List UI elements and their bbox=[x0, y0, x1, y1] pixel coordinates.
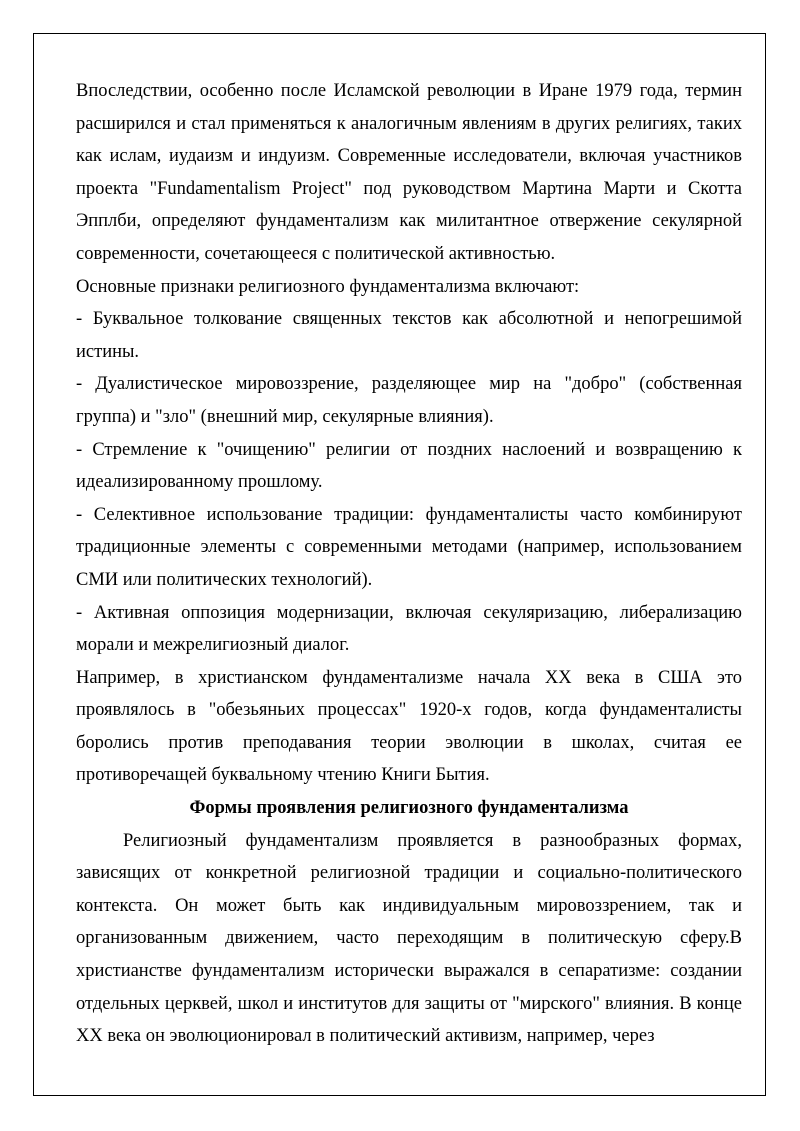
document-body bbox=[76, 75, 742, 1053]
paragraph-features-lead: Основные признаки религиозного фундаментализма включают: bbox=[76, 276, 580, 297]
list-item-opposition: - Активная оппозиция модернизации, включая секуляризацию, либерализацию морали и межрелигиозный диалог. bbox=[76, 602, 742, 656]
paragraph-example: Например, в христианском фундаментализме начала XX века в США это проявлялось в "обезьяньих процессах" 1920-х годов, когда фундаменталисты боролись против преподавания теории эволюции в школах, считая ее противоречащей буквальному чтению Книги Бытия. bbox=[76, 667, 742, 786]
list-item-literalism: - Буквальное толкование священных текстов как абсолютной и непогрешимой истины. bbox=[76, 309, 742, 362]
paragraph-forms: Религиозный фундаментализм проявляется в разнообразных формах, зависящих от конкретной религиозной традиции и социально-политического контекста. Он может быть как индивидуальным мировоззрением, так и организованным движением, часто переходящим в политическую сферу.В христианстве фундаментализм исторически выражался в сепаратизме: создании отдельных церквей, школ и институтов для защиты от "мирского" влияния. В конце XX века он эволюционировал в политический активизм, например, через bbox=[76, 830, 742, 1047]
section-heading: Формы проявления религиозного фундаментализма bbox=[189, 798, 629, 819]
list-item-selective-tradition: - Селективное использование традиции: фундаменталисты часто комбинируют традиционные элементы с современными методами (например, использованием СМИ или политических технологий). bbox=[76, 504, 742, 590]
document-page bbox=[33, 33, 766, 1096]
list-item-purification: - Стремление к "очищению" религии от поздних наслоений и возвращению к идеализированному прошлому. bbox=[76, 439, 742, 493]
list-item-dualism: - Дуалистическое мировоззрение, разделяющее мир на "добро" (собственная группа) и "зло" (внешний мир, секулярные влияния). bbox=[76, 374, 742, 427]
paragraph-intro: Впоследствии, особенно после Исламской революции в Иране 1979 года, термин расширился и стал применяться к аналогичным явлениям в других религиях, таких как ислам, иудаизм и индуизм. Современные исследователи, включая участников проекта "Fundamentalism Project" под руководством Мартина Марти и Скотта Эпплби, определяют фундаментализм как милитантное отвержение секулярной современности, сочетающееся с политической активностью. bbox=[76, 81, 742, 264]
